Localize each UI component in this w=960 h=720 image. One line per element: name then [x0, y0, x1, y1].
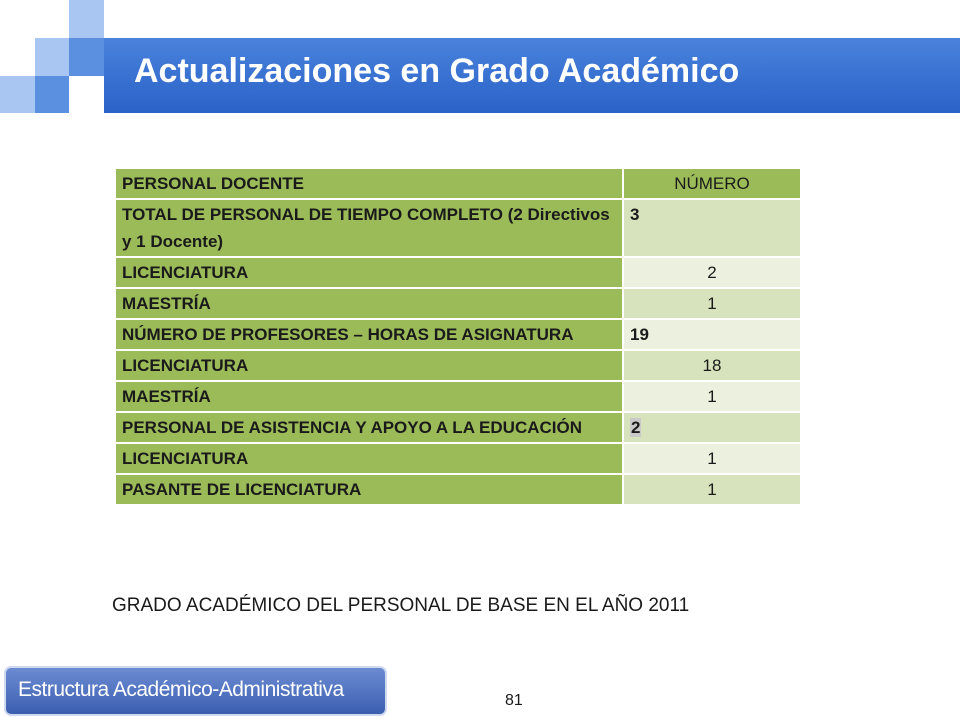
table-header-row	[115, 168, 801, 199]
decor-square	[35, 76, 69, 113]
staff-table	[114, 167, 802, 506]
row-label: TOTAL DE PERSONAL DE TIEMPO COMPLETO (2 Directivos y 1 Docente)	[115, 199, 623, 257]
table-row	[115, 381, 801, 412]
row-value: 1	[623, 288, 801, 319]
row-label: MAESTRÍA	[115, 288, 623, 319]
header-value-cell: NÚMERO	[623, 168, 801, 199]
row-label: MAESTRÍA	[115, 381, 623, 412]
footer-section-label	[4, 666, 387, 716]
row-value: 1	[623, 474, 801, 505]
table-row	[115, 288, 801, 319]
row-value: 1	[623, 381, 801, 412]
table-row	[115, 350, 801, 381]
row-label: NÚMERO DE PROFESORES – HORAS DE ASIGNATURA	[115, 319, 623, 350]
table-row	[115, 443, 801, 474]
row-value: 2	[631, 418, 641, 437]
row-label: LICENCIATURA	[115, 443, 623, 474]
row-value-cell	[623, 412, 801, 443]
page-number: 81	[505, 692, 523, 709]
row-label: LICENCIATURA	[115, 257, 623, 288]
decor-square	[35, 38, 69, 76]
footer-label: Estructura Académico-Administrativa	[18, 678, 344, 701]
decor-square	[69, 0, 104, 38]
row-value: 1	[623, 443, 801, 474]
row-label: PERSONAL DE ASISTENCIA Y APOYO A LA EDUCACIÓN	[115, 412, 623, 443]
table-row	[115, 412, 801, 443]
slide-title: Actualizaciones en Grado Académico	[134, 52, 740, 90]
decor-square	[0, 76, 35, 113]
table-row	[115, 474, 801, 505]
table-row	[115, 319, 801, 350]
row-value: 2	[623, 257, 801, 288]
header-label-cell: PERSONAL DOCENTE	[115, 168, 623, 199]
table-caption: GRADO ACADÉMICO DEL PERSONAL DE BASE EN EL AÑO 2011	[112, 595, 690, 616]
row-label: LICENCIATURA	[115, 350, 623, 381]
title-bar	[104, 38, 960, 113]
row-label: PASANTE DE LICENCIATURA	[115, 474, 623, 505]
decor-square	[69, 38, 104, 76]
table-row	[115, 199, 801, 257]
row-value: 19	[623, 319, 801, 350]
row-value: 3	[623, 199, 801, 257]
table-row	[115, 257, 801, 288]
row-value: 18	[623, 350, 801, 381]
